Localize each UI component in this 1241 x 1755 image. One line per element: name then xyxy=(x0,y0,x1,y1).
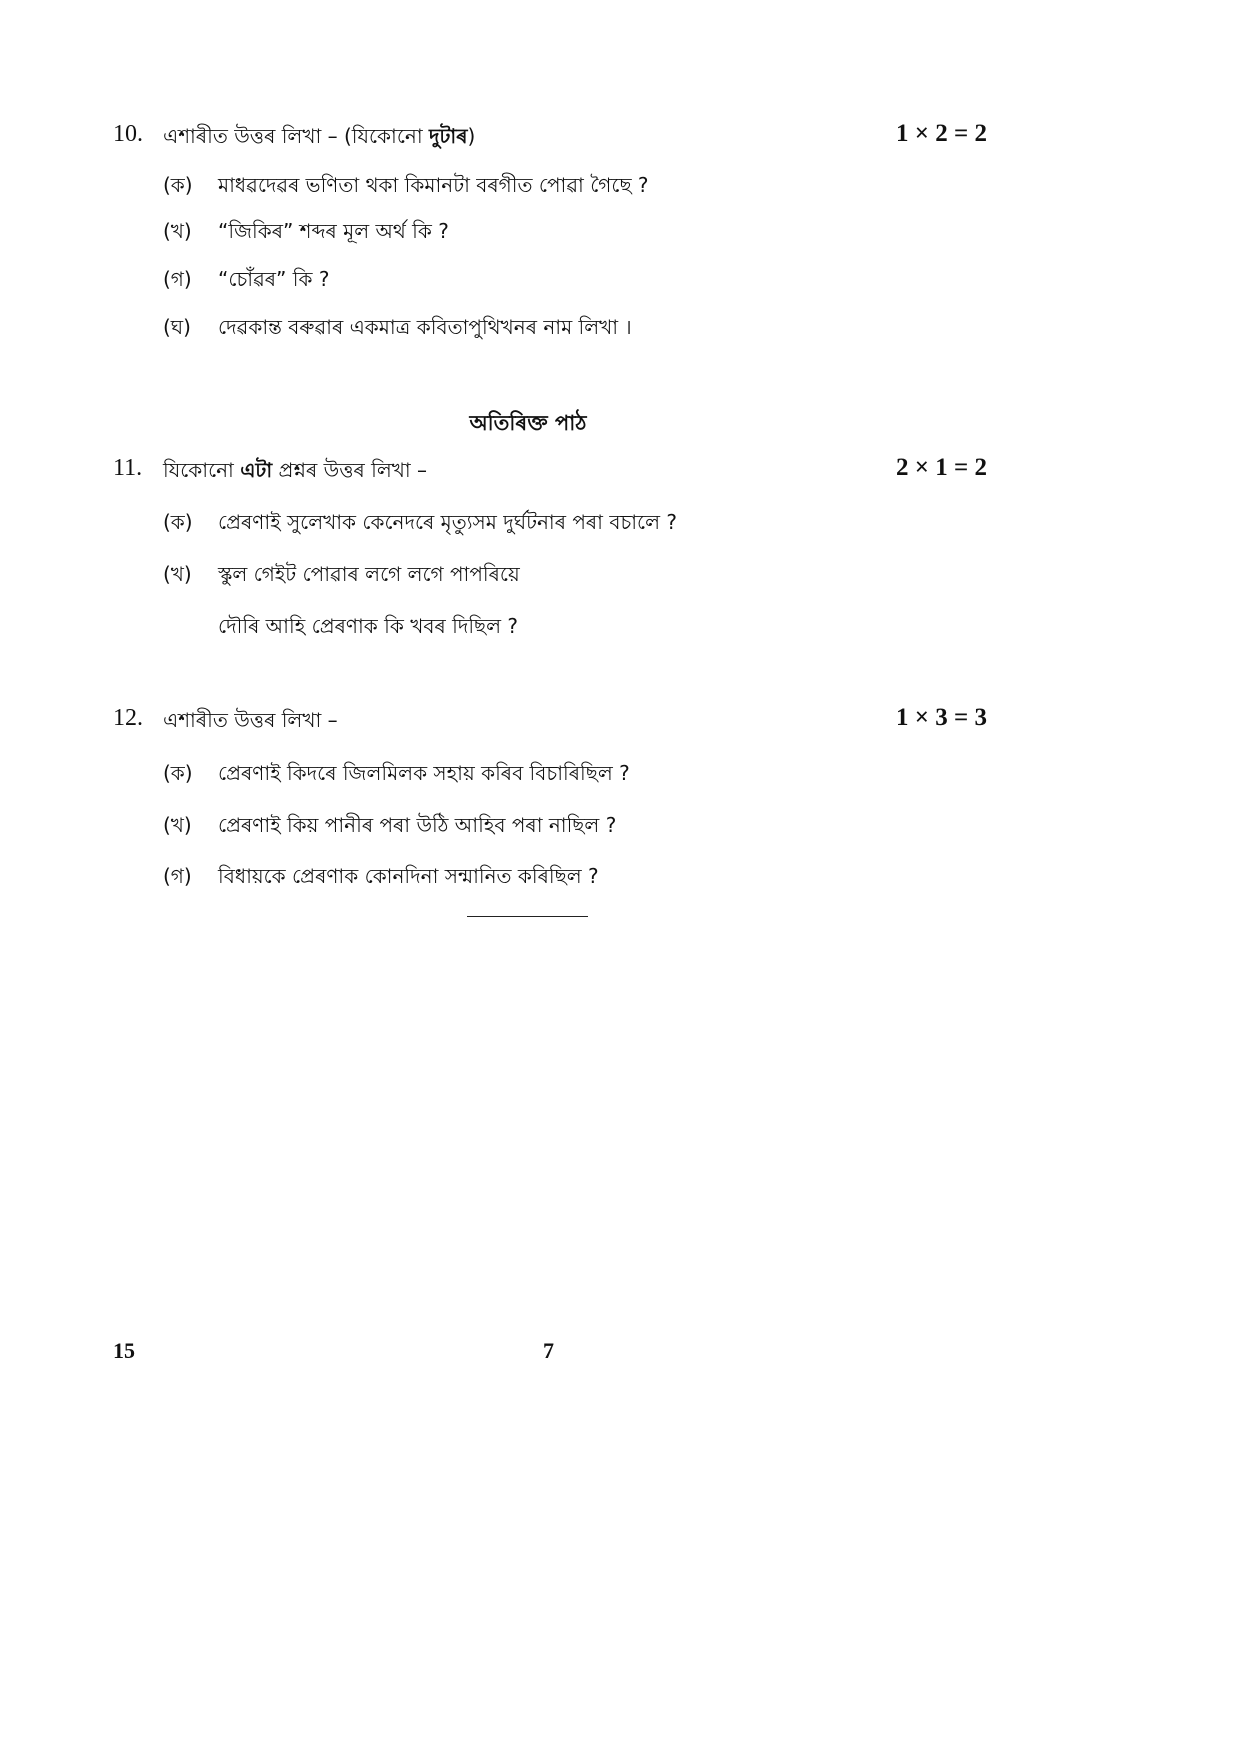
page-number: 7 xyxy=(543,1338,554,1363)
question-12-text: এশাৰীত উত্তৰ লিখা – xyxy=(163,708,338,732)
question-11-option-label: (ক) xyxy=(163,510,193,534)
question-11-text-suffix: প্ৰশ্নৰ উত্তৰ লিখা – xyxy=(272,458,428,482)
question-11-option-continuation: দৌৰি আহি প্ৰেৰণাক কি খবৰ দিছিল ? xyxy=(218,614,519,638)
question-10-option-text: “চোঁৱৰ” কি ? xyxy=(218,267,330,291)
question-12-option-label: (খ) xyxy=(163,813,192,837)
question-11-text xyxy=(163,456,427,489)
question-11-text-prefix: যিকোনো xyxy=(163,458,241,482)
question-11-option-text: স্কুল গেইট পোৱাৰ লগে লগে পাপৰিয়ে xyxy=(218,562,520,586)
question-10-marks: 1 × 2 = 2 xyxy=(896,120,987,147)
question-11-text-bold: এটা xyxy=(240,458,273,482)
question-10-text-suffix: ) xyxy=(467,124,476,148)
question-10-text-prefix: এশাৰীত উত্তৰ লিখা – (যিকোনো xyxy=(163,124,429,148)
question-10-option-label: (ঘ) xyxy=(163,315,191,339)
question-12-option-text: বিধায়কে প্ৰেৰণাক কোনদিনা সন্মানিত কৰিছিল ? xyxy=(218,864,599,888)
footer-code: 15 xyxy=(113,1338,135,1363)
question-12-number: 12. xyxy=(113,705,143,731)
question-12-option-text: প্ৰেৰণাই কিয় পানীৰ পৰা উঠি আহিব পৰা নাছিল ? xyxy=(218,813,617,837)
question-11-option-text: প্ৰেৰণাই সুলেখাক কেনেদৰে মৃত্যুসম দুৰ্ঘটনাৰ পৰা বচালে ? xyxy=(218,510,677,534)
question-10-text xyxy=(163,122,475,155)
question-10-option-label: (ক) xyxy=(163,173,193,197)
question-10-text-bold: দুটাৰ xyxy=(428,124,468,148)
question-10-option-text: “জিকিৰ” শব্দৰ মূল অৰ্থ কি ? xyxy=(218,219,449,243)
question-10-option-text: দেৱকান্ত বৰুৱাৰ একমাত্ৰ কবিতাপুথিখনৰ নাম লিখা । xyxy=(218,315,632,339)
question-11-marks: 2 × 1 = 2 xyxy=(896,454,987,481)
question-10-option-label: (খ) xyxy=(163,219,192,243)
question-10-option-text: মাধৱদেৱৰ ভণিতা থকা কিমানটা বৰগীত পোৱা গৈছে ? xyxy=(218,173,649,197)
question-12-option-text: প্ৰেৰণাই কিদৰে জিলমিলক সহায় কৰিব বিচাৰিছিল ? xyxy=(218,761,630,785)
question-11-option-label: (খ) xyxy=(163,562,192,586)
question-12-option-label: (ক) xyxy=(163,761,193,785)
question-11-number: 11. xyxy=(113,455,143,481)
question-12-marks: 1 × 3 = 3 xyxy=(896,704,987,731)
end-rule xyxy=(467,916,588,917)
question-10-number: 10. xyxy=(113,121,143,147)
question-10-option-label: (গ) xyxy=(163,267,192,291)
section-heading: অতিৰিক্ত পাঠ xyxy=(469,411,587,435)
question-12-option-label: (গ) xyxy=(163,864,192,888)
